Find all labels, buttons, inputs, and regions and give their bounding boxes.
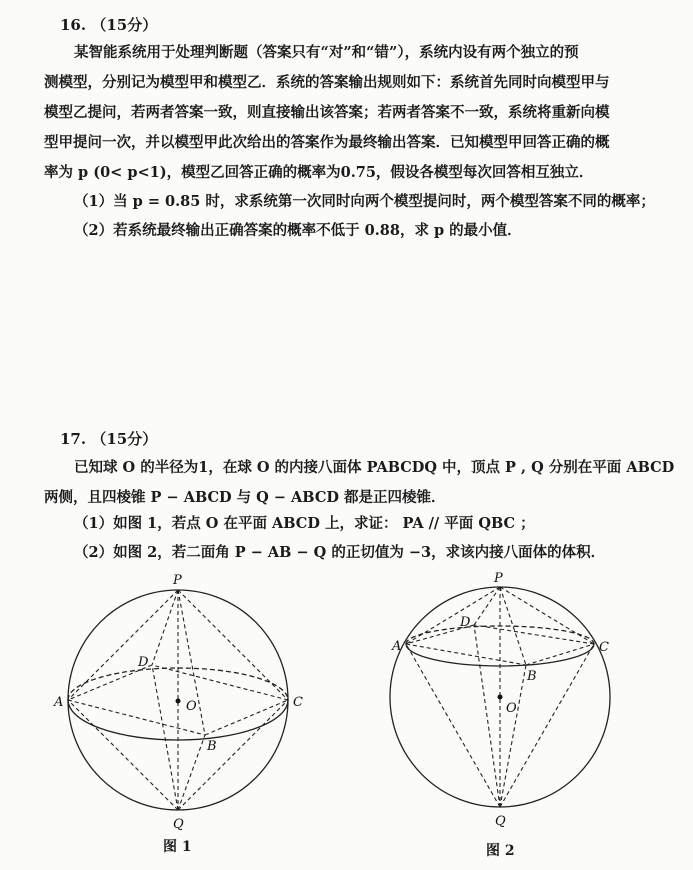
figure-2-caption: 图 2 — [486, 843, 515, 859]
q17-line2: 两侧，且四棱锥 P − ABCD 与 Q − ABCD 都是正四棱锥． — [44, 489, 446, 506]
fig2-label-Q: Q — [495, 814, 506, 829]
fig2-label-C: C — [599, 640, 609, 655]
q16-part1: （1）当 p = 0.85 时，求系统第一次同时向两个模型提问时，两个模型答案不同的概率； — [74, 193, 655, 210]
q17-line1: 已知球 O 的半径为1，在球 O 的内接八面体 PABCDQ 中，顶点 P , Q 分别在平面 ABCD — [74, 459, 675, 476]
fig1-label-C: C — [293, 695, 303, 710]
q17-score: （15分） — [91, 430, 158, 448]
q17-part2: （2）如图 2，若二面角 P − AB − Q 的正切值为 −3，求该内接八面体的体积． — [74, 544, 606, 561]
q16-line: 某智能系统用于处理判断题（答案只有“对”和“错”），系统内设有两个独立的预 — [74, 44, 579, 61]
fig1-label-Q: Q — [173, 817, 184, 832]
fig2-edge-QB — [500, 665, 526, 807]
fig2-edge-PC — [500, 587, 594, 644]
fig2-label-P: P — [494, 571, 503, 586]
fig2-edge-QA — [406, 644, 500, 807]
q16-line: 模型乙提问，若两者答案一致，则直接输出该答案；若两者答案不一致，系统将重新向模 — [44, 104, 610, 121]
fig1-label-B: B — [207, 739, 217, 754]
fig1-label-O: O — [186, 699, 197, 714]
q16-part2: （2）若系统最终输出正确答案的概率不低于 0.88，求 p 的最小值． — [74, 222, 522, 239]
fig2-label-D: D — [460, 615, 471, 630]
fig2-section-back — [406, 626, 594, 644]
q17-part1: （1）如图 1，若点 O 在平面 ABCD 上，求证： PA // 平面 QBC ； — [74, 515, 535, 532]
fig2-edge-QC — [500, 644, 594, 807]
q16-score: （15分） — [91, 16, 158, 34]
fig2-label-A: A — [392, 639, 402, 654]
fig2-edge-AB — [406, 644, 526, 665]
q17-number: 17. — [60, 430, 87, 448]
fig2-section-front — [406, 644, 594, 666]
fig1-label-A: A — [54, 695, 64, 710]
q16-number: 16. — [60, 16, 87, 34]
fig2-edge-QD — [474, 625, 500, 807]
fig1-label-D: D — [138, 655, 149, 670]
q16-line: 率为 p (0< p<1)，模型乙回答正确的概率为0.75，假设各模型每次回答相互独立． — [44, 164, 594, 181]
figure-1-caption: 图 1 — [163, 839, 192, 855]
fig2-edge-PD — [474, 587, 500, 625]
fig2-edge-PA — [406, 587, 500, 644]
q16-line: 测模型，分别记为模型甲和模型乙．系统的答案输出规则如下：系统首先同时向模型甲与 — [44, 74, 610, 91]
q16-line: 型甲提问一次，并以模型甲此次给出的答案作为最终输出答案．已知模型甲回答正确的概 — [44, 134, 610, 151]
fig2-label-O: O — [506, 701, 517, 716]
fig1-label-P: P — [173, 573, 182, 588]
fig2-label-B: B — [527, 669, 537, 684]
fig2-center-dot — [498, 695, 503, 700]
